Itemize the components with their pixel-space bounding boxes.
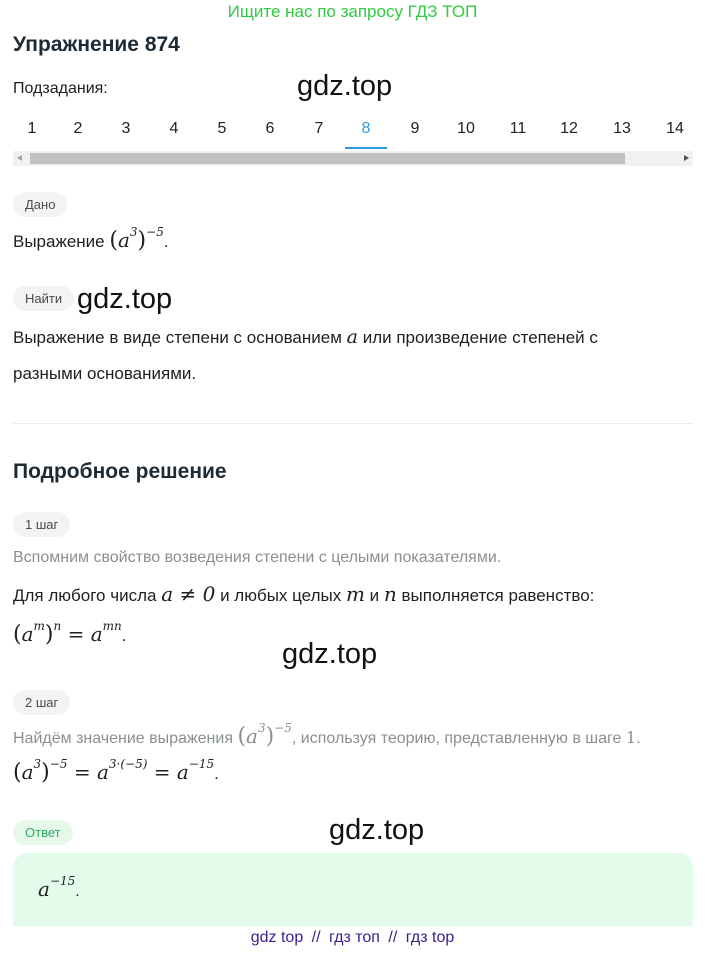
step-2-chip: 2 шаг xyxy=(13,690,70,715)
subtask-tab-3[interactable]: 3 xyxy=(121,120,131,137)
answer-value: $a^{-15}$. xyxy=(38,874,80,901)
step-1-chip: 1 шаг xyxy=(13,512,70,537)
subtask-tab-5[interactable]: 5 xyxy=(217,120,227,137)
section-divider xyxy=(13,423,693,424)
subtask-tab-6[interactable]: 6 xyxy=(265,120,275,137)
step-1-text: Для любого числа a ≠ 0 и любых целых m и n выполняется равенство: xyxy=(13,582,595,606)
footer-link-3[interactable]: гдз top xyxy=(405,929,455,946)
footer-links xyxy=(0,929,705,947)
subtask-tab-2[interactable]: 2 xyxy=(73,120,83,137)
subtask-tab-1[interactable]: 1 xyxy=(27,120,37,137)
find-line-1: Выражение в виде степени с основанием a или произведение степеней с xyxy=(13,326,598,348)
subtask-tab-9[interactable]: 9 xyxy=(410,120,420,137)
subtasks-label: Подзадания: xyxy=(13,80,108,97)
subtask-tabs xyxy=(13,110,693,150)
step-2-hint: Найдём значение выражения $(a^3)^{-5}$, используя теорию, представленную в шаге 1. xyxy=(13,721,641,749)
footer-separator: // xyxy=(388,929,398,946)
exercise-title: Упражнение 874 xyxy=(13,33,180,56)
given-line: Выражение $(a^3)^{-5}$. xyxy=(13,225,169,253)
step-1-hint: Вспомним свойство возведения степени с целыми показателями. xyxy=(13,549,502,566)
subtask-tab-7[interactable]: 7 xyxy=(314,120,324,137)
find-line-2: разными основаниями. xyxy=(13,364,197,383)
solution-title: Подробное решение xyxy=(13,460,227,483)
given-chip: Дано xyxy=(13,192,67,217)
step-2-formula: $(a^3)^{-5} = a^{3\cdot(-5)} = a^{-15}$. xyxy=(13,757,219,785)
subtask-tab-13[interactable]: 13 xyxy=(613,120,631,137)
given-text: Выражение xyxy=(13,232,105,251)
scroll-thumb[interactable] xyxy=(30,153,625,164)
subtask-tab-11[interactable]: 11 xyxy=(509,120,527,137)
subtask-tab-12[interactable]: 12 xyxy=(560,120,578,137)
watermark: gdz.top xyxy=(329,814,425,846)
scroll-right-arrow-icon[interactable] xyxy=(678,151,693,166)
given-expression: $(a^3)^{-5}$ xyxy=(109,225,164,253)
footer-link-1[interactable]: gdz top xyxy=(250,929,304,946)
subtask-tab-14[interactable]: 14 xyxy=(666,120,684,137)
answer-box xyxy=(13,853,693,926)
answer-chip: Ответ xyxy=(13,820,73,845)
footer-link-2[interactable]: гдз топ xyxy=(329,929,380,946)
step-1-formula: $(a^m)^n = a^{mn}$. xyxy=(13,619,127,647)
subtask-tab-4[interactable]: 4 xyxy=(169,120,179,137)
find-chip: Найти xyxy=(13,286,74,311)
subtask-tab-10[interactable]: 10 xyxy=(457,120,475,137)
watermark: gdz.top xyxy=(77,283,173,315)
horizontal-scrollbar[interactable] xyxy=(13,151,693,166)
watermark: gdz.top xyxy=(297,70,393,102)
watermark: gdz.top xyxy=(282,638,378,670)
footer-separator: // xyxy=(311,929,321,946)
scroll-left-arrow-icon[interactable] xyxy=(13,151,28,166)
subtask-tab-8[interactable]: 8 xyxy=(344,110,388,150)
search-banner: Ищите нас по запросу ГДЗ ТОП xyxy=(227,2,478,21)
